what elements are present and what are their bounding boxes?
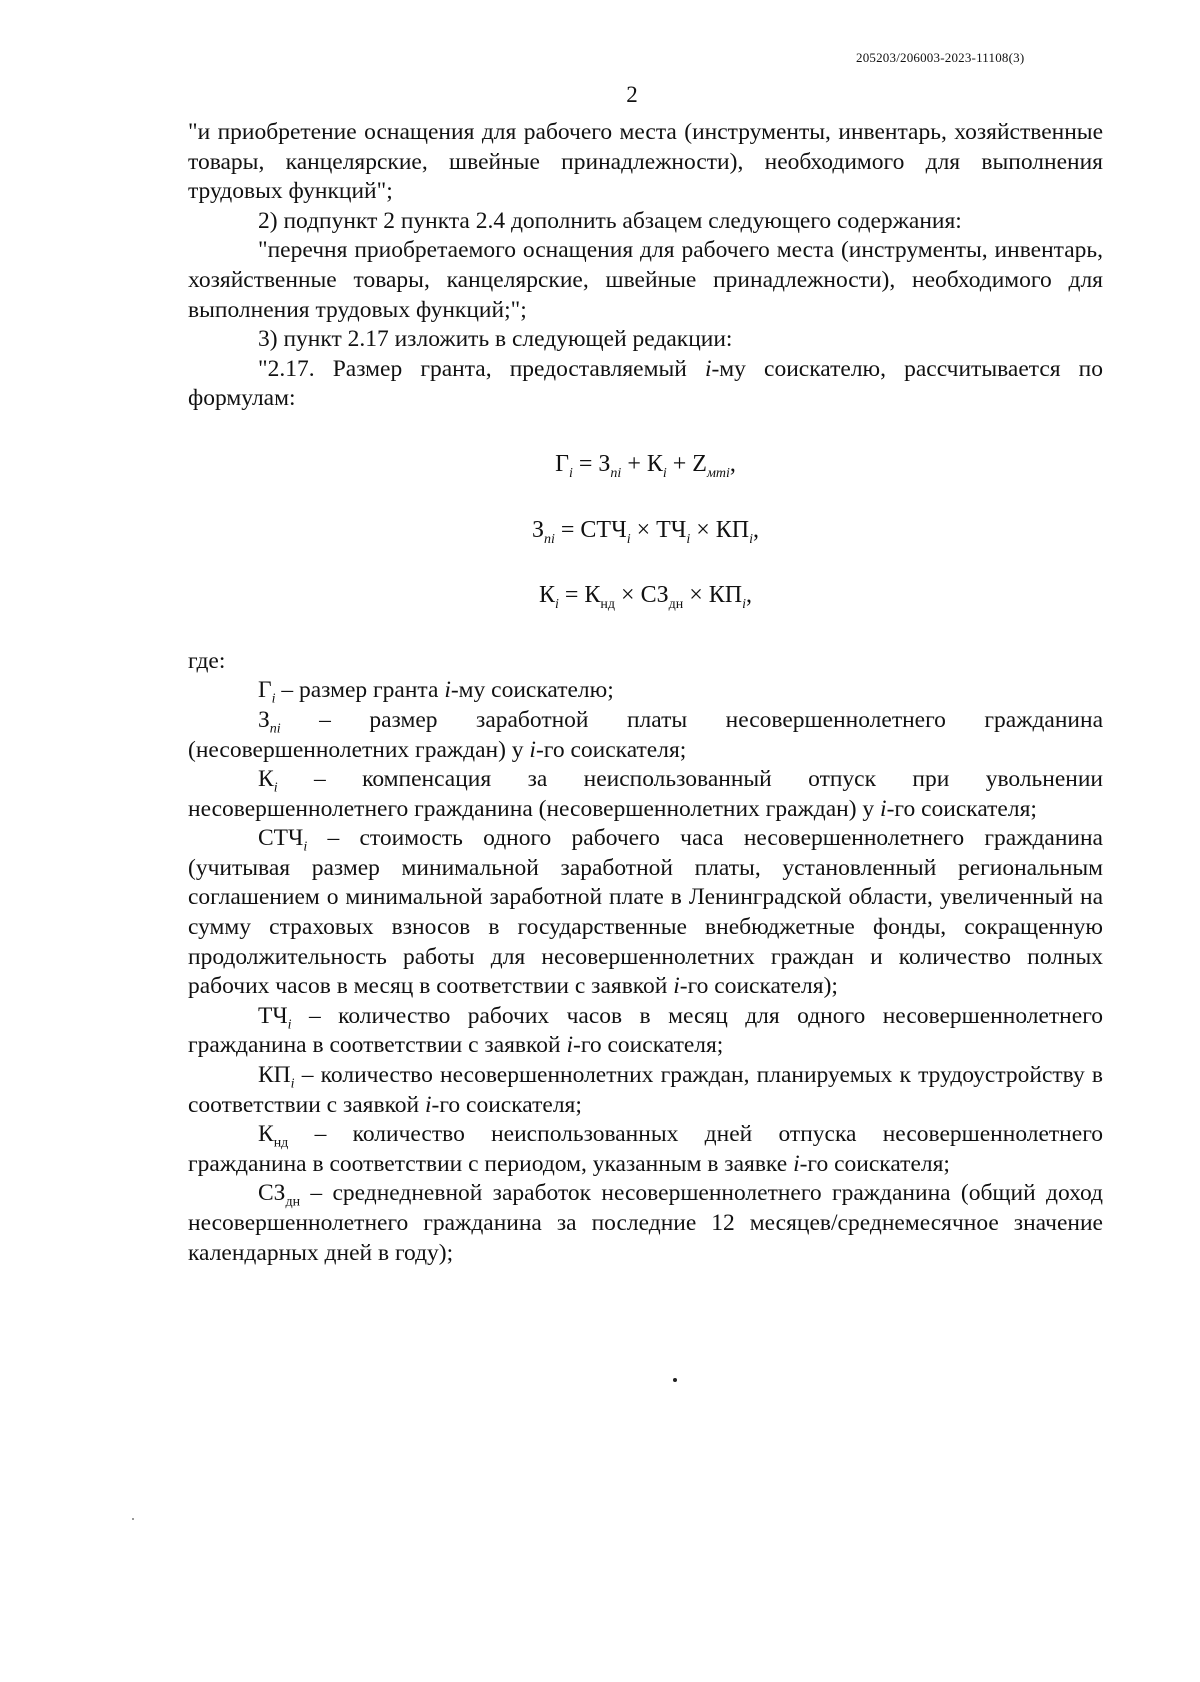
document-body — [188, 118, 1103, 1268]
formula-part: , — [753, 516, 760, 543]
definition-text: – среднедневной заработок несовершеннолетнего гражданина (общий доход несовершеннолетнего гражданина за последние 12 месяцев/среднемесячное значение календарных дней в году); — [188, 1180, 1103, 1266]
formula-subscript: дн — [668, 596, 684, 612]
formula-subscript: i — [742, 596, 747, 612]
formula-subscript: мтi — [706, 465, 730, 481]
definition-text: – стоимость одного рабочего часа несовершеннолетнего гражданина (учитывая размер минимальной заработной платы, установленный региональным соглашением о минимальной заработной плате в Ленинградской области, увеличенный на сумму страховых взносов в государственные внебюджетные фонды, сокращенную продолжительность работы для несовершеннолетних граждан и количество полных рабочих часов в месяц в соответствии с заявкой — [188, 825, 1103, 1000]
definition-text: -го соискателя; — [799, 1150, 950, 1177]
index-i: i — [425, 1091, 432, 1118]
definition-item — [188, 1002, 1103, 1061]
definition-item — [188, 706, 1103, 765]
definition-item — [188, 676, 1103, 706]
definition-subscript: i — [273, 780, 278, 796]
formula-subscript: нд — [600, 596, 616, 612]
definition-text: -му соискателю; — [450, 677, 614, 704]
index-i: i — [880, 795, 887, 822]
definition-symbol: СТЧ — [258, 825, 304, 852]
formula-subscript: i — [626, 531, 631, 547]
formula-part: + Z — [666, 450, 707, 477]
formula-subscript: ni — [543, 531, 555, 547]
definition-text: – размер гранта — [275, 677, 445, 704]
definition-subscript: нд — [273, 1135, 289, 1151]
definition-symbol: З — [258, 706, 270, 733]
definition-text: – размер заработной платы несовершеннолетнего гражданина (несовершеннолетних граждан) у — [188, 706, 1103, 763]
paragraph-5-start: "2.17. Размер гранта, предоставляемый — [258, 355, 705, 382]
formula-part: = З — [572, 450, 611, 477]
definition-symbol: СЗ — [258, 1180, 286, 1207]
formula-symbol: К — [538, 582, 555, 609]
paragraph-1: "и приобретение оснащения для рабочего места (инструменты, инвентарь, хозяйственные товары, канцелярские, швейные принадлежности), необходимого для выполнения трудовых функций"; — [188, 119, 1103, 205]
definition-subscript: i — [271, 692, 276, 707]
definition-subscript: i — [290, 1076, 295, 1092]
formula-subscript: i — [749, 531, 754, 547]
page-number: 2 — [626, 82, 638, 107]
formula-salary — [188, 516, 1103, 546]
definition-text: – количество неиспользованных дней отпуска несовершеннолетнего гражданина в соответствии с периодом, указанным в заявке — [188, 1121, 1103, 1177]
formula-part: = СТЧ — [554, 516, 627, 543]
definition-text: -го соискателя; — [573, 1032, 724, 1059]
definition-item — [188, 1061, 1103, 1120]
definition-symbol: КП — [258, 1062, 291, 1089]
definition-item — [188, 1120, 1103, 1179]
index-i: i — [444, 677, 451, 704]
definition-subscript: i — [303, 839, 308, 855]
formula-part: , — [746, 582, 753, 609]
formula-block — [188, 414, 1103, 629]
paragraph-4: 3) пункт 2.17 изложить в следующей редакции: — [258, 326, 733, 353]
index-i: i — [673, 973, 680, 1000]
definition-text: – количество рабочих часов в месяц для одного несовершеннолетнего гражданина в соответствии с заявкой — [188, 1002, 1103, 1059]
scan-artifact-dot — [673, 1378, 677, 1382]
definition-item — [188, 1179, 1103, 1268]
definition-text: -го соискателя; — [431, 1091, 582, 1118]
index-i: i — [529, 736, 536, 763]
definition-text: – компенсация за неиспользованный отпуск при увольнении несовершеннолетнего гражданина (несовершеннолетних граждан) у — [188, 766, 1103, 822]
definition-subscript: ni — [269, 721, 281, 737]
definition-symbol: К — [258, 1121, 274, 1148]
definition-text: -го соискателя; — [535, 736, 687, 763]
definition-item — [188, 765, 1103, 824]
formula-part: , — [729, 450, 736, 477]
index-i: i — [566, 1032, 573, 1059]
definition-subscript: дн — [285, 1195, 301, 1211]
definition-item — [188, 824, 1103, 1002]
paragraph-2: 2) подпункт 2 пункта 2.4 дополнить абзацем следующего содержания: — [258, 207, 962, 234]
paragraph-3: "перечня приобретаемого оснащения для рабочего места (инструменты, инвентарь, хозяйственные товары, канцелярские, швейные принадлежности), необходимого для выполнения трудовых функций;"; — [188, 237, 1103, 323]
definition-symbol: ТЧ — [258, 1002, 288, 1029]
where-label: где: — [188, 647, 226, 674]
formula-grant — [188, 450, 1103, 480]
paragraph-5 — [188, 355, 1103, 414]
formula-subscript: i — [686, 531, 691, 547]
formula-part: × КП — [683, 582, 743, 609]
definitions-list — [188, 676, 1103, 1268]
formula-symbol: З — [531, 516, 544, 543]
index-i: i — [704, 355, 712, 382]
formula-subscript: i — [568, 465, 573, 481]
scan-artifact-speck — [132, 1518, 134, 1520]
definition-text: -го соискателя; — [886, 795, 1037, 822]
formula-part: × КП — [690, 516, 750, 543]
formula-part: × ТЧ — [630, 516, 687, 543]
formula-part: = К — [558, 582, 601, 609]
formula-symbol: Г — [555, 450, 569, 477]
formula-subscript: ni — [610, 465, 622, 481]
definition-text: -го соискателя); — [679, 973, 838, 1000]
paragraph-5-end: -му соискателю, рассчитывается по формулам: — [188, 355, 1103, 412]
definition-symbol: Г — [258, 677, 272, 704]
formula-subscript: i — [662, 465, 667, 481]
formula-subscript: i — [554, 596, 559, 612]
index-i: i — [793, 1150, 800, 1177]
definition-symbol: К — [258, 766, 274, 793]
definition-subscript: i — [287, 1017, 292, 1033]
formula-part: × СЗ — [615, 582, 669, 609]
formula-compensation — [188, 581, 1103, 611]
formula-part: + К — [621, 450, 663, 477]
document-registration-number: 205203/206003-2023-11108(3) — [856, 50, 1025, 65]
definition-text: – количество несовершеннолетних граждан, планируемых к трудоустройству в соответствии с заявкой — [188, 1062, 1103, 1118]
